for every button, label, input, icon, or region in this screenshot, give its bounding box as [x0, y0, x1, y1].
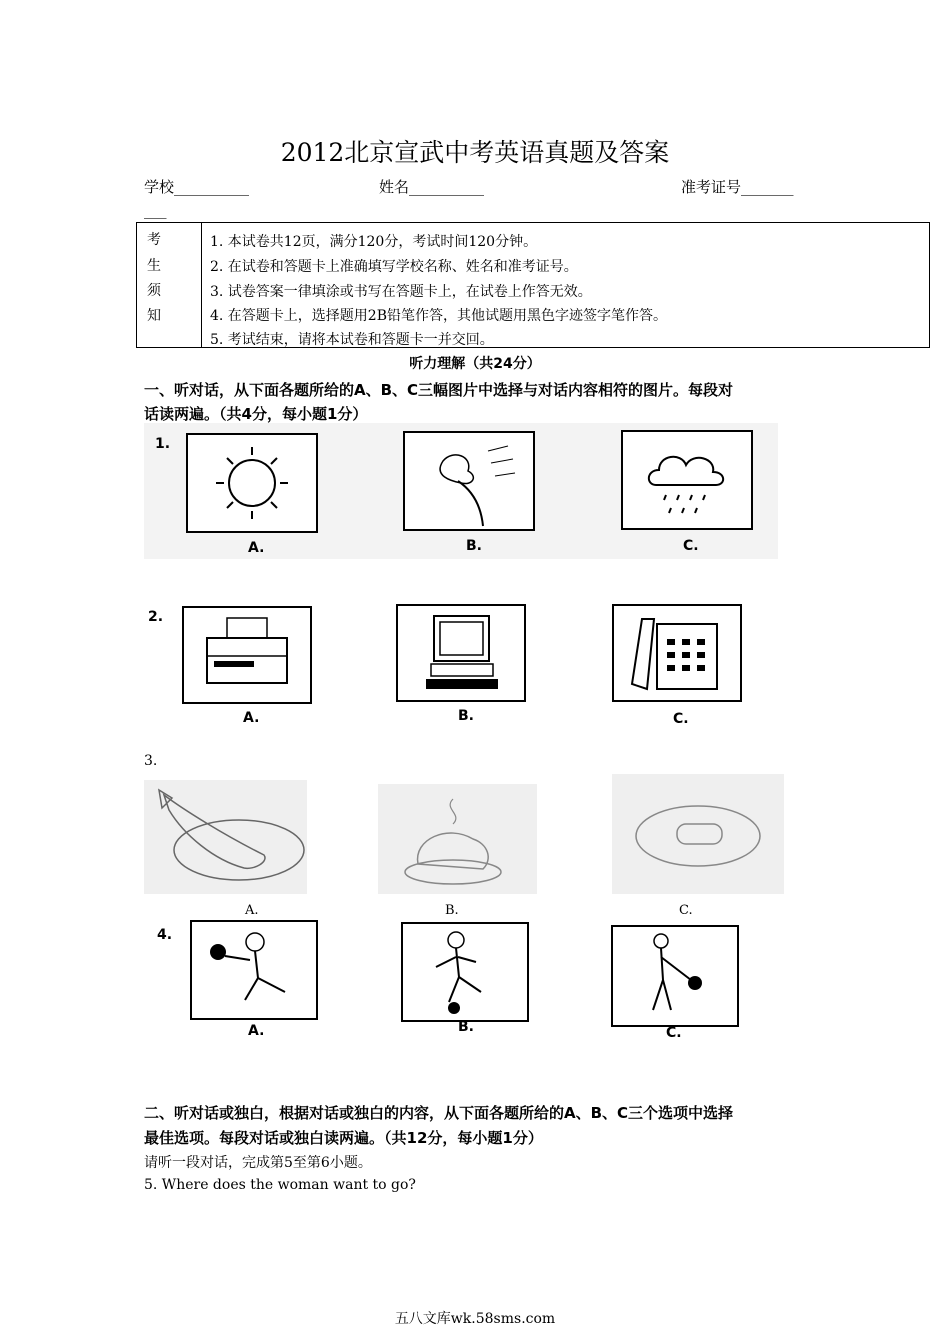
part2-instruction: 二、听对话或独白，根据对话或独白的内容，从下面各题所给的A、B、C三个选项中选择	[144, 1104, 734, 1122]
choice-label: B.	[466, 538, 482, 554]
notice-rule: 2. 在试卷和答题卡上准确填写学校名称、姓名和准考证号。	[210, 259, 578, 275]
footer-watermark: 五八文库wk.58sms.com	[394, 1311, 556, 1327]
notice-rule: 1. 本试卷共12页，满分120分，考试时间120分钟。	[210, 234, 538, 250]
section-title: 听力理解（共24分）	[409, 356, 541, 372]
choice-label: C.	[666, 1025, 682, 1041]
rain-cloud-icon	[621, 430, 753, 530]
basketball-player-icon	[611, 925, 739, 1027]
school-field: 学校__________	[144, 178, 250, 196]
notice-side-label: 考 生 须 知	[137, 223, 202, 347]
choice-label: B.	[445, 903, 459, 918]
question-number: 2.	[148, 609, 164, 625]
question-number: 4.	[157, 927, 173, 943]
choice-label: B.	[458, 1019, 474, 1035]
soccer-player-icon	[401, 922, 529, 1022]
roast-chicken-icon	[378, 784, 537, 894]
notice-rule: 3. 试卷答案一律填涂或书写在答题卡上，在试卷上作答无效。	[210, 284, 592, 300]
part2-instruction-cont: 最佳选项。每段对话或独白读两遍。（共12分，每小题1分）	[144, 1129, 543, 1147]
exam-notice-box	[136, 222, 930, 348]
tennis-player-icon	[190, 920, 318, 1020]
computer-icon	[396, 604, 526, 702]
exam-number-field-wrap: ___	[144, 201, 167, 219]
choice-label: A.	[245, 903, 259, 918]
question-number: 1.	[155, 436, 171, 452]
choice-label: C.	[679, 903, 693, 918]
name-field: 姓名__________	[379, 178, 485, 196]
notice-rule: 4. 在答题卡上，选择题用2B铅笔作答，其他试题用黑色字迹签字笔作答。	[210, 308, 668, 324]
telephone-icon	[612, 604, 742, 702]
choice-label: A.	[243, 710, 260, 726]
question-number: 3.	[144, 753, 158, 769]
part2-lead: 请听一段对话，完成第5至第6小题。	[144, 1155, 372, 1171]
exam-number-field: 准考证号_______	[681, 178, 794, 196]
choice-label: A.	[248, 1023, 265, 1039]
choice-label: A.	[248, 540, 265, 556]
question-5: 5. Where does the woman want to go?	[144, 1177, 416, 1193]
sushi-plate-icon	[612, 774, 784, 894]
part1-instruction-cont: 话读两遍。（共4分，每小题1分）	[144, 405, 368, 423]
choice-label: C.	[673, 711, 689, 727]
notice-rule: 5. 考试结束，请将本试卷和答题卡一并交回。	[210, 332, 494, 348]
fax-machine-icon	[182, 606, 312, 704]
page-title: 2012北京宣武中考英语真题及答案	[280, 138, 670, 167]
choice-label: B.	[458, 708, 474, 724]
choice-label: C.	[683, 538, 699, 554]
sun-icon	[186, 433, 318, 533]
wind-tree-icon	[403, 431, 535, 531]
part1-instruction: 一、听对话，从下面各题所给的A、B、C三幅图片中选择与对话内容相符的图片。每段对	[144, 381, 734, 399]
fish-plate-icon	[144, 780, 307, 894]
